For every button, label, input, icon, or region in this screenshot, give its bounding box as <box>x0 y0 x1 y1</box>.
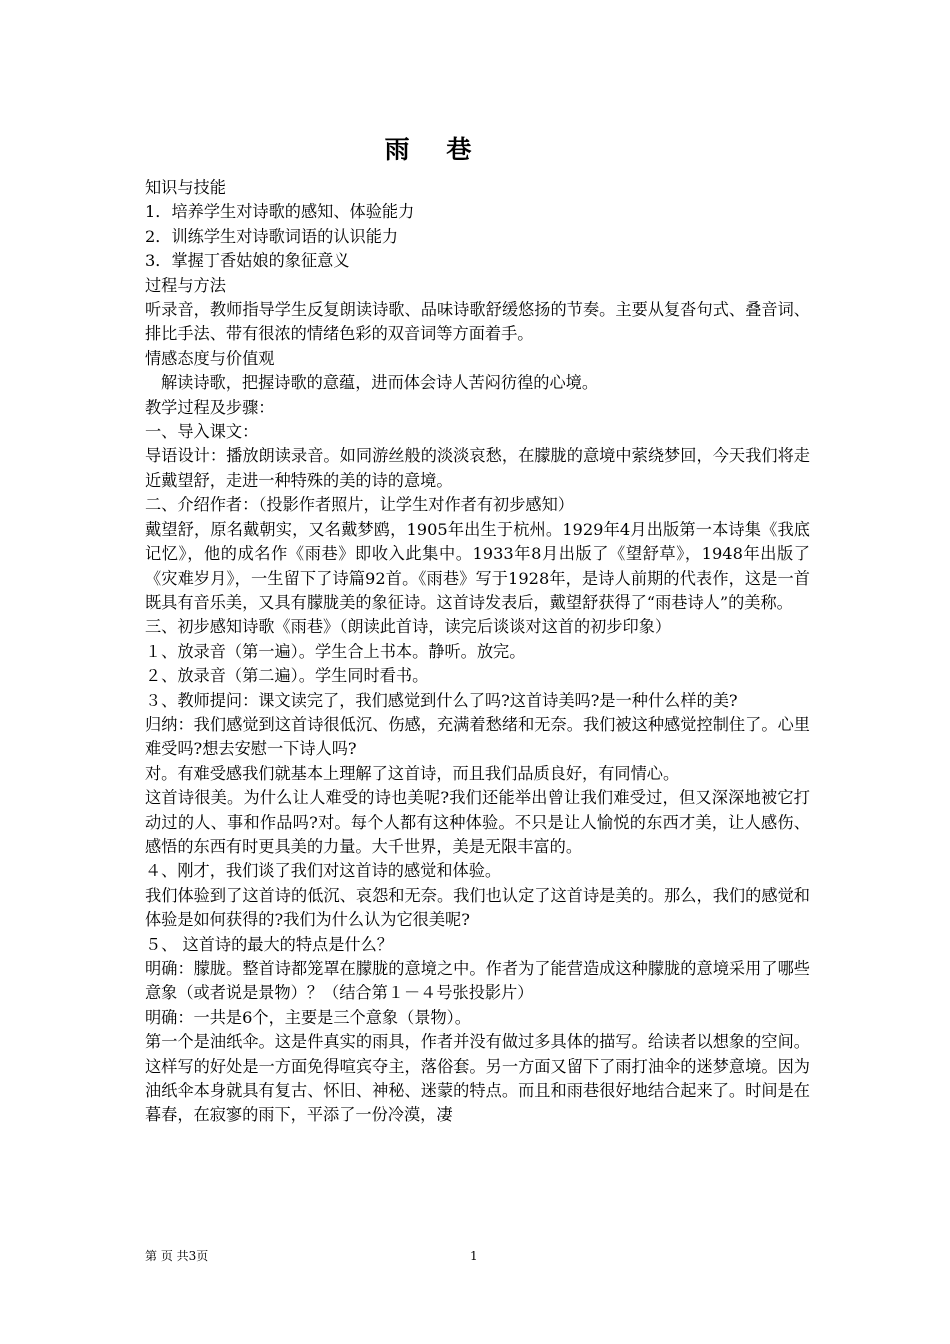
step-heading-author: 二、介绍作者：（投影作者照片，让学生对作者有初步感知） <box>145 495 574 515</box>
document-body <box>145 176 810 1128</box>
experience-paragraph: 我们体验到了这首诗的低沉、哀怨和无奈。我们也认定了这首诗是美的。那么，我们的感觉和体验是如何获得的?我们为什么认为它很美呢? <box>145 885 810 930</box>
objective-item-3: 3．掌握丁香姑娘的象征意义 <box>145 251 350 271</box>
process-paragraph: 听录音，教师指导学生反复朗读诗歌、品味诗歌舒缓悠扬的节奏。主要从复沓句式、叠音词、排比手法、带有很浓的情绪色彩的双音词等方面着手。 <box>145 300 810 344</box>
perception-item-3: ３、教师提问：课文读完了，我们感觉到什么了吗?这首诗美吗?是一种什么样的美? <box>145 690 738 710</box>
perception-item-1: １、放录音（第一遍）。学生合上书本。静听。放完。 <box>145 641 526 661</box>
perception-item-2: ２、放录音（第二遍）。学生同时看书。 <box>145 666 429 686</box>
beauty-paragraph: 这首诗很美。为什么让人难受的诗也美呢?我们还能举出曾让我们难受过，但又深深地被它打动过的人、事和作品吗?对。每个人都有这种体验。不只是让人愉悦的东西才美，让人感伤、感悟的东西有时更具美的力量。大千世界，美是无限丰富的。 <box>145 788 810 856</box>
objective-item-1: 1．培养学生对诗歌的感知、体验能力 <box>145 202 415 222</box>
section-heading-attitude: 情感态度与价值观 <box>145 348 275 368</box>
section-heading-steps: 教学过程及步骤： <box>145 397 275 417</box>
attitude-paragraph: 解读诗歌，把握诗歌的意蕴，进而体会诗人苦闷彷徨的心境。 <box>161 373 599 393</box>
document-title: 雨 巷 <box>384 135 486 164</box>
intro-paragraph: 导语设计：播放朗读录音。如同游丝般的淡淡哀愁，在朦胧的意境中萦绕梦回，今天我们将走近戴望舒，走进一种特殊的美的诗的意境。 <box>145 446 810 490</box>
footer-page-number: 1 <box>470 1249 478 1263</box>
perception-item-5: ５、 这首诗的最大的特点是什么？ <box>145 934 393 954</box>
objective-item-2: 2．训练学生对诗歌词语的认识能力 <box>145 226 399 246</box>
clarification-paragraph-1: 明确：朦胧。整首诗都笼罩在朦胧的意境之中。作者为了能营造成这种朦胧的意境采用了哪些意象（或者说是景物）？（结合第１－４号张投影片） <box>145 959 810 1003</box>
summary-paragraph: 归纳：我们感觉到这首诗很低沉、伤感，充满着愁绪和无奈。我们被这种感觉控制住了。心里难受吗?想去安慰一下诗人吗? <box>145 714 810 759</box>
clarification-paragraph-2: 明确：一共是6个，主要是三个意象（景物）。 <box>145 1007 471 1027</box>
footer-page-info: 第 页 共3页 <box>145 1249 209 1263</box>
perception-item-4: ４、刚才，我们谈了我们对这首诗的感觉和体验。 <box>145 861 502 881</box>
author-paragraph: 戴望舒，原名戴朝实，又名戴梦鸥，1905年出生于杭州。1929年4月出版第一本诗集《我底记忆》，他的成名作《雨巷》即收入此集中。1933年8月出版了《望舒草》，1948年出版了《灾难岁月》，一生留下了诗篇92首。《雨巷》写于1928年，是诗人前期的代表作，这是一首既具有音乐美，又具有朦胧美的象征诗。这首诗发表后，戴望舒获得了“雨巷诗人”的美称。 <box>145 519 810 612</box>
section-heading-knowledge: 知识与技能 <box>145 178 226 197</box>
step-heading-intro: 一、导入课文： <box>145 422 259 442</box>
step-heading-perception: 三、初步感知诗歌《雨巷》（朗读此首诗，读完后谈谈对这首的初步印象） <box>145 617 672 637</box>
umbrella-paragraph: 第一个是油纸伞。这是件真实的雨具，作者并没有做过多具体的描写。给读者以想象的空间。这样写的好处是一方面免得喧宾夺主，落俗套。另一方面又留下了雨打油伞的迷梦意境。因为油纸伞本身就具有复古、怀旧、神秘、迷蒙的特点。而且和雨巷很好地结合起来了。时间是在暮春，在寂寥的雨下，平添了一份冷漠，凄 <box>145 1032 810 1125</box>
response-paragraph: 对。有难受感我们就基本上理解了这首诗，而且我们品质良好，有同情心。 <box>145 763 680 783</box>
section-heading-process: 过程与方法 <box>145 275 226 295</box>
